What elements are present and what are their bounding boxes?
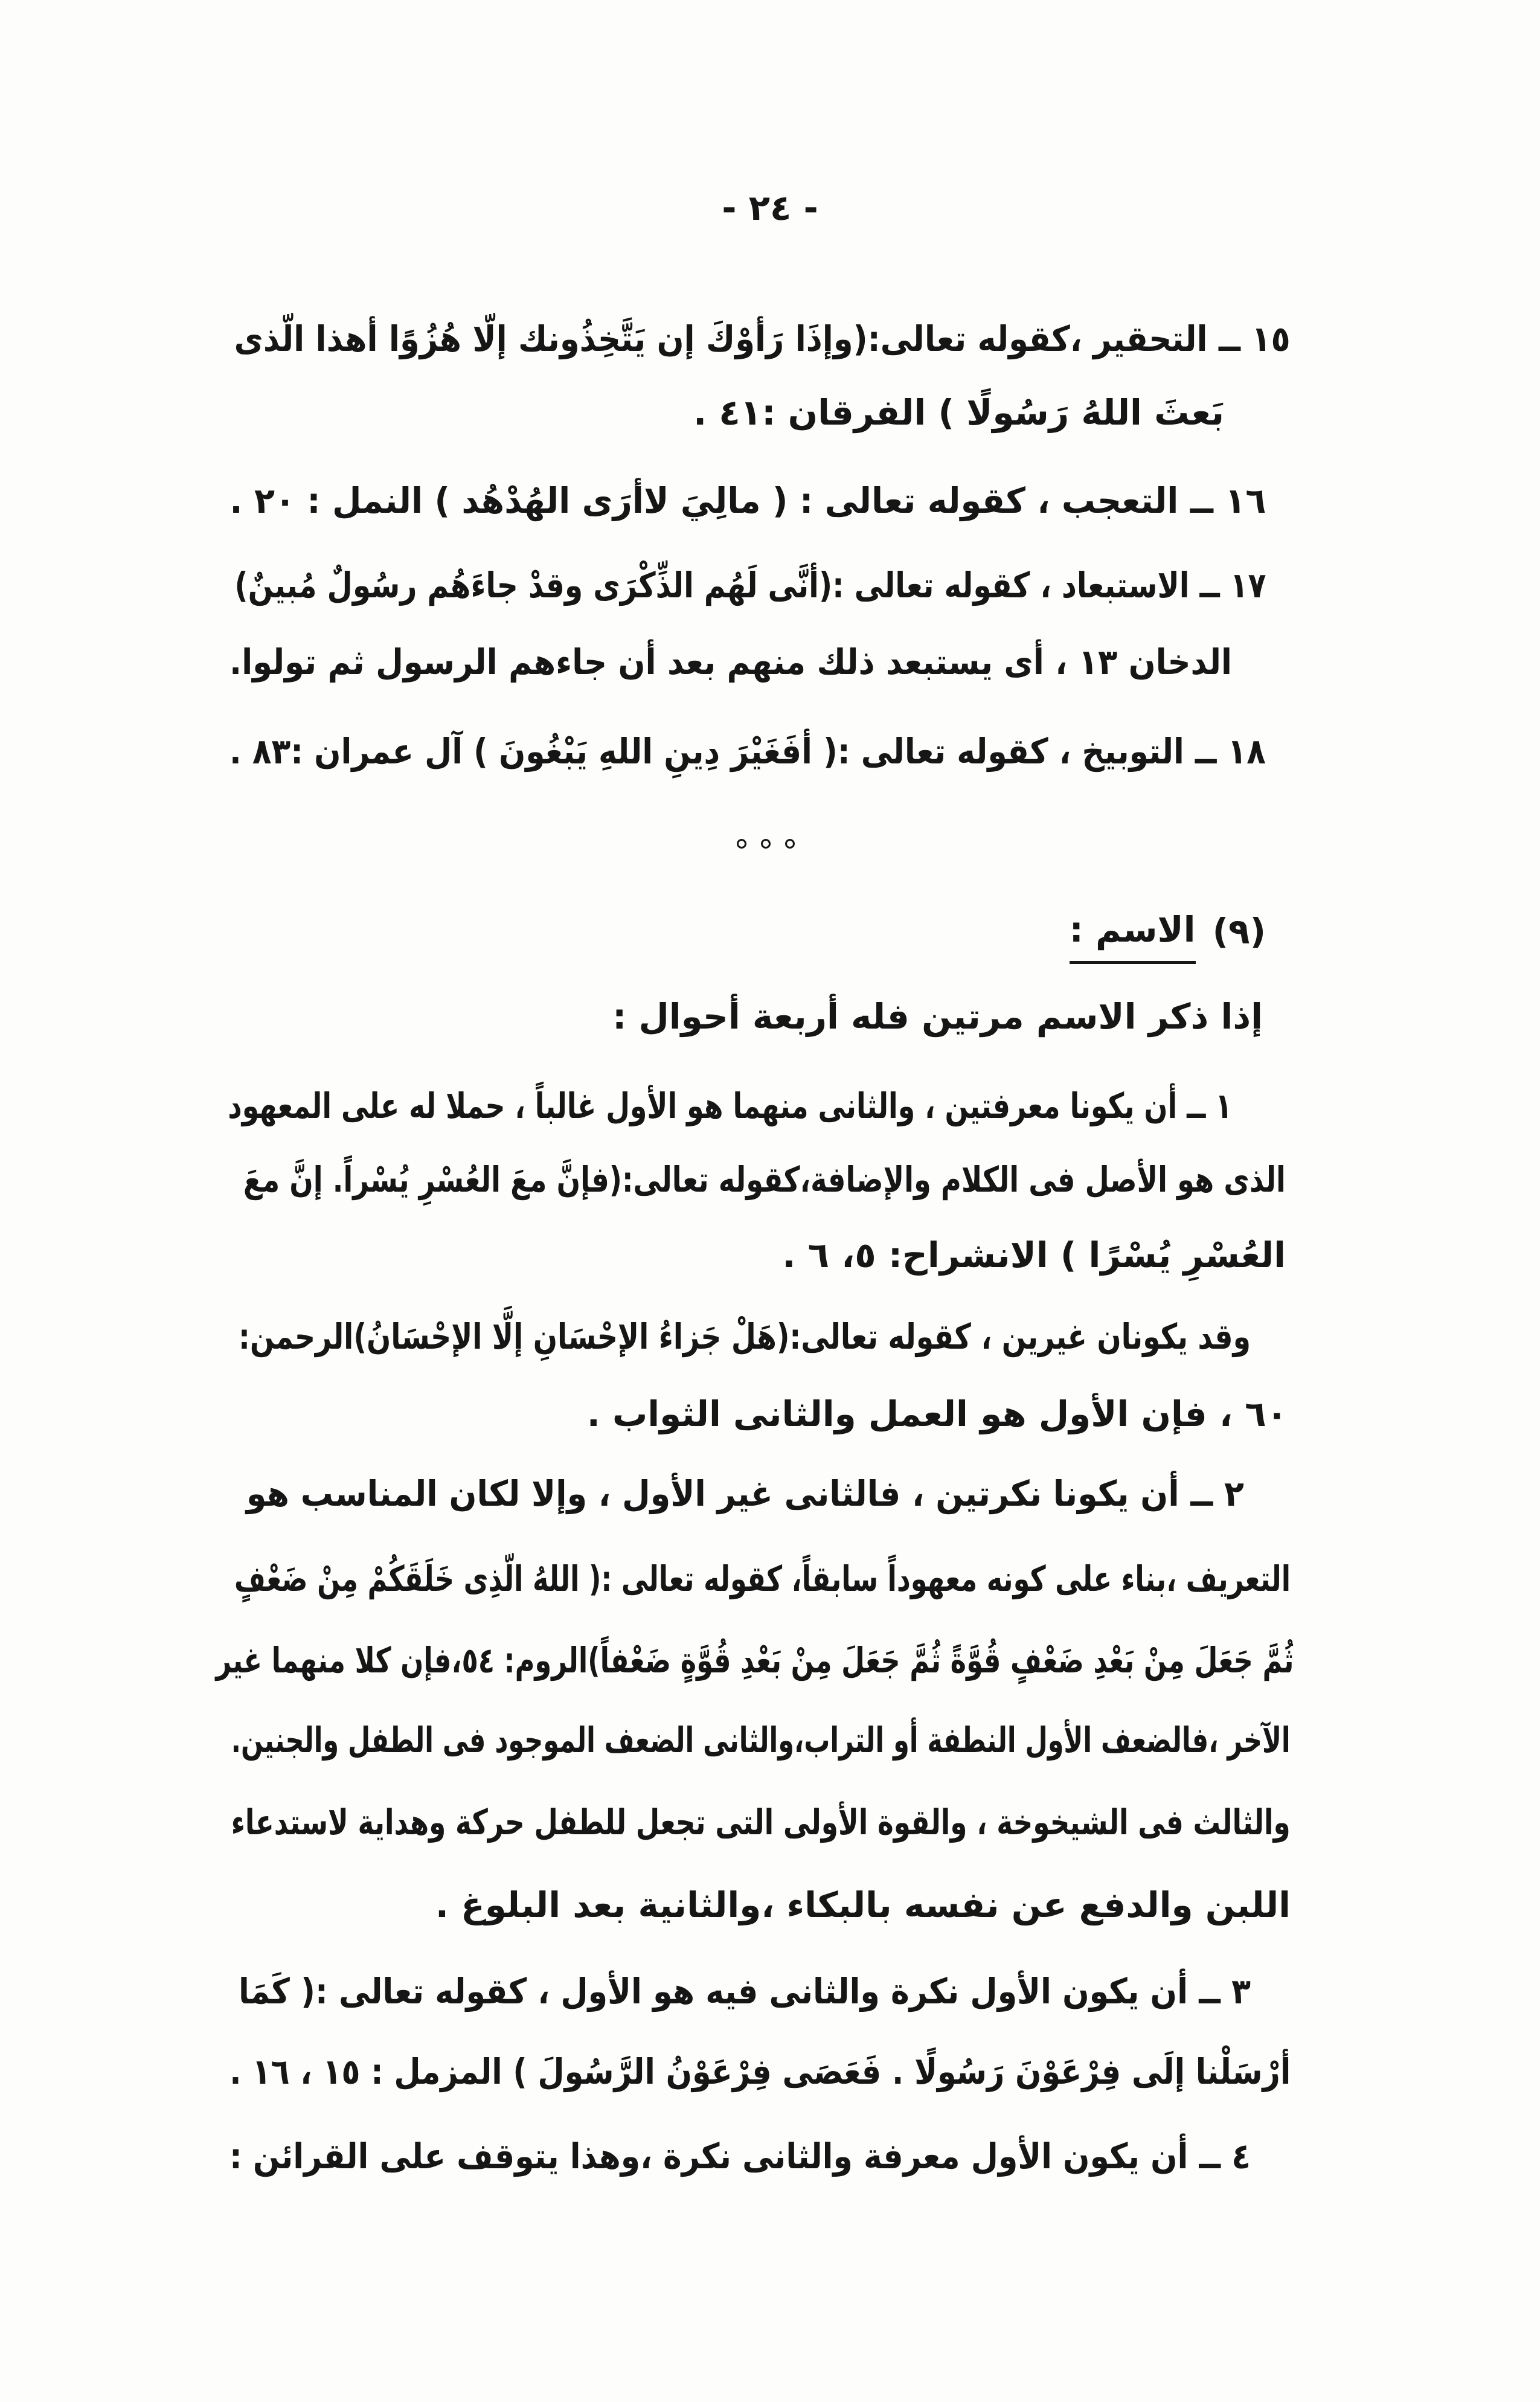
paragraph-text: ٢ ــ أن يكونا نكرتين ، فالثانى غير الأول ، وإلا لكان المناسب هو (246, 1473, 1244, 1514)
section-heading (1070, 898, 1266, 965)
case-1-note-line (229, 1381, 1288, 1447)
case-2-line (231, 1789, 1291, 1855)
case-1-line (243, 1146, 1286, 1213)
case-2-line (229, 1872, 1291, 1938)
item-15-line (234, 306, 1291, 372)
section-intro (229, 983, 1263, 1050)
item-17-line (234, 552, 1266, 618)
item-16-line (229, 467, 1266, 534)
paragraph-text: ٣ ــ أن يكون الأول نكرة والثانى فيه هو الأول ، كقوله تعالى :( كَمَا (239, 1971, 1251, 2012)
paragraph-text: أرْسَلْنا إلَى فِرْعَوْنَ رَسُولًا . فَعَصَى فِرْعَوْنُ الرَّسُولَ ) المزمل : ١٥ ، ١٦ . (229, 2051, 1291, 2092)
item-18-text: ١٨ ــ التوبيخ ، كقوله تعالى :( أفَغَيْرَ دِينِ اللهِ يَبْغُونَ ) آل عمران :٨٣ . (229, 731, 1266, 772)
item-17-continuation (229, 629, 1232, 695)
paragraph-text: الذى هو الأصل فى الكلام والإضافة،كقوله تعالى:(فإنَّ معَ العُسْرِ يُسْراً. إنَّ معَ (243, 1159, 1286, 1200)
separator-dot (785, 839, 795, 849)
item-15-continuation (229, 379, 1224, 446)
section-intro-text: إذا ذكر الاسم مرتين فله أربعة أحوال : (612, 996, 1263, 1037)
section-separator (737, 839, 795, 849)
item-18-line (229, 718, 1266, 785)
paragraph-text: ٦٠ ، فإن الأول هو العمل والثانى الثواب . (586, 1393, 1288, 1434)
separator-dot (761, 839, 771, 849)
section-number: (٩) (1212, 911, 1266, 952)
page-number: - ٢٤ - (722, 187, 818, 228)
case-1-line (229, 1222, 1286, 1288)
item-17-text: ١٧ ــ الاستبعاد ، كقوله تعالى :(أنَّى لَهُم الذِّكْرَى وقدْ جاءَهُم رسُولٌ مُبينٌ) (234, 565, 1266, 606)
case-3-line (239, 1958, 1251, 2025)
case-3-line (229, 2038, 1291, 2105)
section-title: الاسم : (1070, 898, 1196, 964)
case-2-line (234, 1546, 1291, 1612)
case-1-note-line (239, 1303, 1251, 1370)
item-15-continuation-text: بَعثَ اللهُ رَسُولًا ) الفرقان :٤١ . (693, 392, 1224, 433)
paragraph-text: ثُمَّ جَعَلَ مِنْ بَعْدِ ضَعْفٍ قُوَّةً ثُمَّ جَعَلَ مِنْ بَعْدِ قُوَّةٍ ضَعْفاً)الروم: ٥٤،فإن كلا منهما غير (216, 1640, 1294, 1681)
paragraph-text: وقد يكونان غيرين ، كقوله تعالى:(هَلْ جَزاءُ الإحْسَانِ إلَّا الإحْسَانُ)الرحمن: (239, 1316, 1251, 1357)
item-17-continuation-text: الدخان ١٣ ، أى يستبعد ذلك منهم بعد أن جاءهم الرسول ثم تولوا. (229, 641, 1232, 682)
item-15-text: ١٥ ــ التحقير ،كقوله تعالى:(وإذَا رَأوْكَ إن يَتَّخِذُونك إلّا هُزُوًا أهذا الّذى (234, 318, 1291, 359)
case-4-line (229, 2123, 1251, 2189)
paragraph-text: التعريف ،بناء على كونه معهوداً سابقاً، كقوله تعالى :( اللهُ الّذِى خَلَقَكُمْ مِنْ ضَعْفٍ (234, 1558, 1291, 1599)
paragraph-text: العُسْرِ يُسْرًا ) الانشراح: ٥، ٦ . (782, 1235, 1286, 1276)
case-2-line (246, 1460, 1244, 1527)
case-2-line (231, 1707, 1291, 1773)
paragraph-text: ١ ــ أن يكونا معرفتين ، والثانى منهما هو الأول غالباً ، حملا له على المعهود (228, 1085, 1232, 1126)
item-16-text: ١٦ ــ التعجب ، كقوله تعالى : ( مالِيَ لاأرَى الهُدْهُد ) النمل : ٢٠ . (229, 480, 1266, 521)
paragraph-text: والثالث فى الشيخوخة ، والقوة الأولى التى تجعل للطفل حركة وهداية لاستدعاء (231, 1802, 1291, 1843)
paragraph-text: ٤ ــ أن يكون الأول معرفة والثانى نكرة ،وهذا يتوقف على القرائن : (229, 2136, 1251, 2177)
case-2-line (216, 1627, 1294, 1694)
paragraph-text: الآخر ،فالضعف الأول النطفة أو التراب،والثانى الضعف الموجود فى الطفل والجنين. (231, 1720, 1291, 1761)
paragraph-text: اللبن والدفع عن نفسه بالبكاء ،والثانية بعد البلوغ . (435, 1884, 1291, 1925)
case-1-line (228, 1073, 1232, 1139)
separator-dot (737, 839, 746, 849)
